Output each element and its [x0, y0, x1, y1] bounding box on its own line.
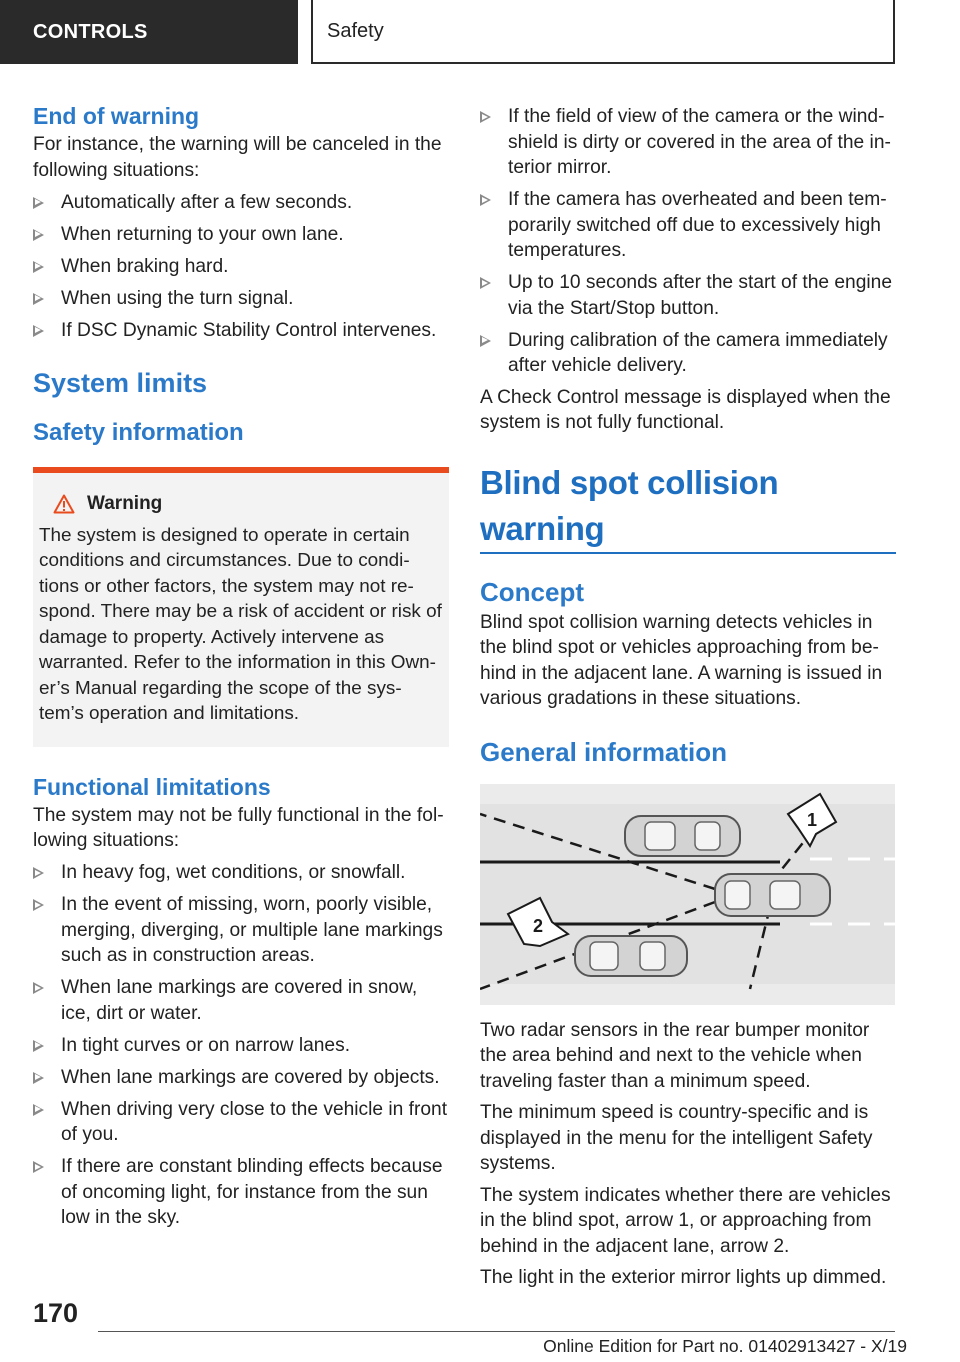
end-of-warning-list — [33, 190, 449, 344]
end-of-warning-intro: For instance, the warning will be canceled in the following situations: — [33, 134, 442, 181]
triangle-bullet-icon — [33, 1072, 44, 1084]
footer-divider — [98, 1331, 895, 1332]
blind-spot-illustration — [480, 784, 895, 1005]
triangle-bullet-icon — [33, 867, 44, 879]
list-item: Automatically after a few seconds. — [33, 190, 449, 216]
list-item: When lane markings are covered in snow, ice, dirt or water. — [33, 975, 449, 1026]
mirror-light-text: The light in the exterior mirror lights up dimmed. — [480, 1267, 887, 1288]
check-control-text: A Check Control message is displayed when the system is not fully functional. — [480, 386, 891, 433]
list-item: If the field of view of the camera or the wind-shield is dirty or covered in the area of the in-terior mirror. — [480, 104, 896, 181]
list-item: In heavy fog, wet conditions, or snowfall. — [33, 860, 449, 886]
triangle-bullet-icon — [33, 1161, 44, 1173]
svg-text:2: 2 — [532, 915, 544, 936]
concept-heading: Concept — [480, 576, 584, 607]
functional-limitations-list — [33, 860, 449, 1231]
radar-text: Two radar sensors in the rear bumper monitor the area behind and next to the vehicle when traveling faster than a minimum speed. — [480, 1019, 870, 1092]
page-number: 170 — [33, 1298, 79, 1328]
triangle-bullet-icon — [480, 194, 491, 206]
triangle-bullet-icon — [33, 229, 44, 241]
car-icon — [575, 936, 687, 976]
triangle-bullet-icon — [33, 325, 44, 337]
triangle-bullet-icon — [33, 899, 44, 911]
section-tab: CONTROLS — [0, 0, 298, 64]
car-icon — [715, 874, 830, 916]
right-column — [480, 104, 896, 1291]
bscw-heading: Blind spot collision warning — [480, 463, 779, 547]
safety-information-heading: Safety information — [33, 419, 244, 446]
list-item: Up to 10 seconds after the start of the engine via the Start/Stop button. — [480, 270, 896, 321]
warning-header — [53, 491, 443, 517]
triangle-bullet-icon — [33, 982, 44, 994]
car-icon — [625, 816, 740, 856]
functional-limitations-heading: Functional limitations — [33, 773, 271, 800]
triangle-bullet-icon — [33, 1040, 44, 1052]
svg-text:1: 1 — [806, 809, 818, 830]
list-item: When braking hard. — [33, 254, 449, 280]
warning-text: The system is designed to operate in certain conditions and circumstances. Due to condi-tions or other factors, the system may not re-spond. There may be a risk of accident or risk of damage to property. Actively intervene as warranted. Refer to the information in this Own-er’s Manual regarding the scope of the sys-tem’s operation and limitations. — [39, 524, 442, 724]
warning-box — [33, 467, 449, 747]
list-item: When lane markings are covered by objects. — [33, 1065, 449, 1091]
page-header — [0, 0, 960, 66]
minimum-speed-text: The minimum speed is country-specific and is displayed in the menu for the intelligent Safety systems. — [480, 1102, 873, 1174]
list-item: When driving very close to the vehicle in front of you. — [33, 1097, 449, 1148]
triangle-bullet-icon — [480, 335, 491, 347]
triangle-bullet-icon — [33, 293, 44, 305]
indication-text: The system indicates whether there are vehicles in the blind spot, arrow 1, or approaching from behind in the adjacent lane, arrow 2. — [480, 1184, 891, 1257]
warning-label: Warning — [87, 493, 163, 514]
list-item: If there are constant blinding effects because of oncoming light, for instance from the sun low in the sky. — [33, 1154, 449, 1231]
general-information-heading: General information — [480, 736, 728, 767]
list-item: If the camera has overheated and been tem-porarily switched off due to excessively high temperatures. — [480, 187, 896, 264]
list-item: During calibration of the camera immediately after vehicle delivery. — [480, 328, 896, 379]
functional-limitations-intro: The system may not be fully functional in the fol-lowing situations: — [33, 804, 444, 851]
triangle-bullet-icon — [33, 197, 44, 209]
triangle-bullet-icon — [33, 261, 44, 273]
bscw-heading-wrap — [480, 460, 896, 554]
triangle-bullet-icon — [33, 1104, 44, 1116]
list-item: In tight curves or on narrow lanes. — [33, 1033, 449, 1059]
triangle-bullet-icon — [480, 111, 491, 123]
edition-note: Online Edition for Part no. 01402913427 - X/19 — [543, 1336, 907, 1356]
list-item: When using the turn signal. — [33, 286, 449, 312]
camera-limitations-list — [480, 104, 896, 379]
warning-triangle-icon — [53, 494, 75, 514]
list-item: When returning to your own lane. — [33, 222, 449, 248]
triangle-bullet-icon — [480, 277, 491, 289]
chapter-tab: Safety — [311, 0, 895, 64]
list-item: If DSC Dynamic Stability Control intervenes. — [33, 318, 449, 344]
list-item: In the event of missing, worn, poorly visible, merging, diverging, or multiple lane markings such as in construction areas. — [33, 892, 449, 969]
end-of-warning-heading: End of warning — [33, 103, 200, 129]
system-limits-heading: System limits — [33, 368, 208, 398]
left-column — [33, 100, 449, 1231]
concept-text: Blind spot collision warning detects vehicles in the blind spot or vehicles approaching from be-hind in the adjacent lane. A warning is issued in various gradations in these situations. — [480, 611, 883, 709]
blind-spot-diagram — [480, 784, 895, 1005]
